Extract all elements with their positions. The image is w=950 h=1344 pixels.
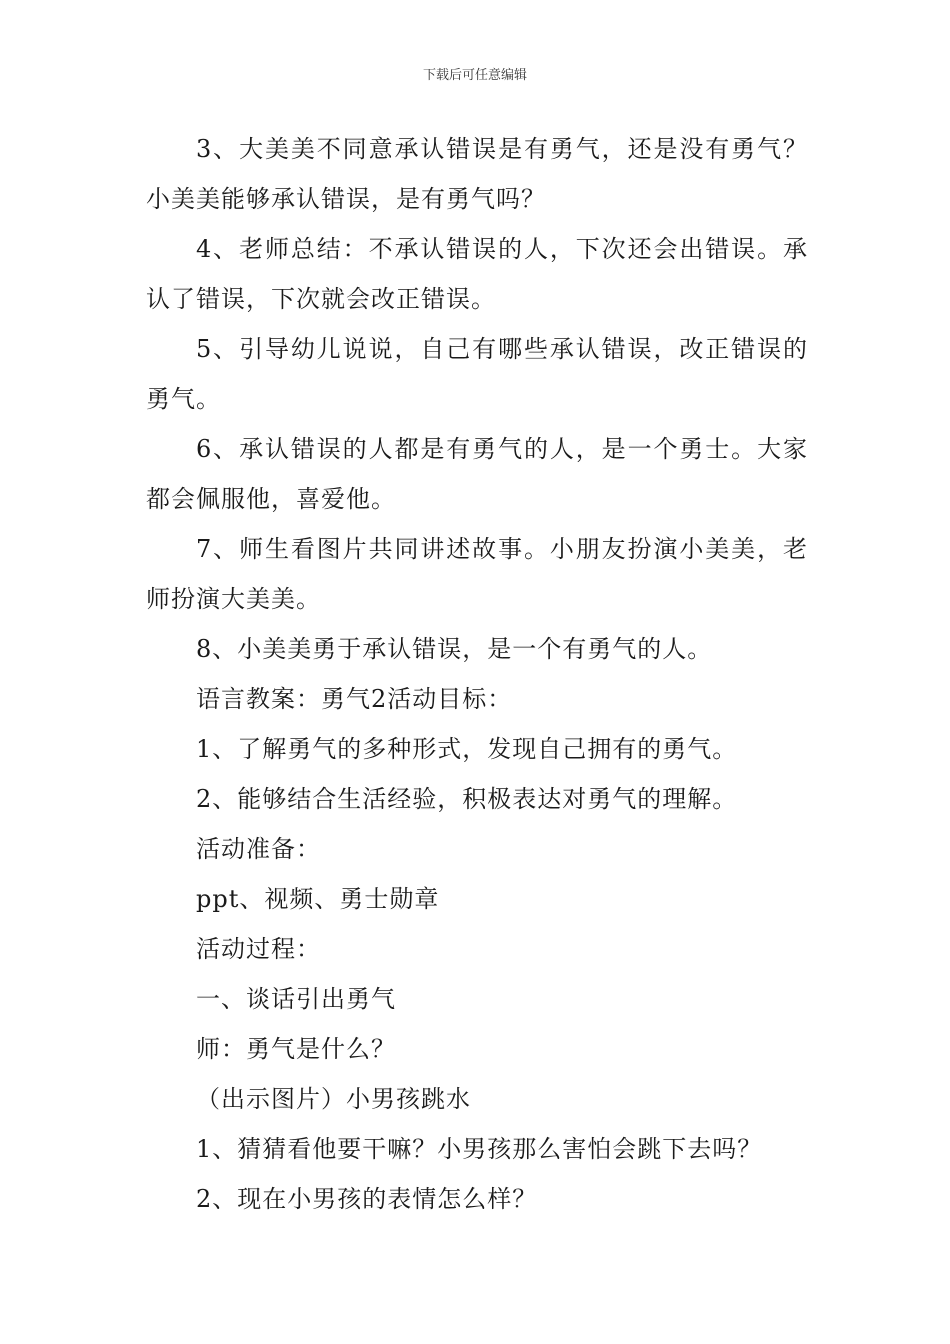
paragraph: 8、小美美勇于承认错误，是一个有勇气的人。 <box>196 635 713 663</box>
paragraph: 4、老师总结：不承认错误的人，下次还会出错误。承认了错误，下次就会改正错误。 <box>146 235 808 313</box>
paragraph: 1、猜猜看他要干嘛？小男孩那么害怕会跳下去吗？ <box>196 1135 763 1163</box>
paragraph: 师：勇气是什么？ <box>196 1035 396 1063</box>
section-heading: 活动过程： <box>196 935 321 963</box>
document-body <box>146 124 808 1224</box>
paragraph: 5、引导幼儿说说，自己有哪些承认错误，改正错误的勇气。 <box>146 335 808 413</box>
paragraph: 6、承认错误的人都是有勇气的人，是一个勇士。大家都会佩服他，喜爱他。 <box>146 435 808 513</box>
paragraph: 2、能够结合生活经验，积极表达对勇气的理解。 <box>196 785 738 813</box>
section-heading: 活动准备： <box>196 835 321 863</box>
paragraph: 语言教案：勇气2活动目标： <box>196 685 513 713</box>
paragraph: 2、现在小男孩的表情怎么样？ <box>196 1185 538 1213</box>
paragraph: （出示图片）小男孩跳水 <box>196 1085 471 1113</box>
paragraph: 7、师生看图片共同讲述故事。小朋友扮演小美美，老师扮演大美美。 <box>146 535 808 613</box>
page-header: 下载后可任意编辑 <box>422 68 527 83</box>
paragraph: 3、大美美不同意承认错误是有勇气，还是没有勇气？小美美能够承认错误，是有勇气吗？ <box>146 135 808 213</box>
paragraph: ppt、视频、勇士勋章 <box>196 885 440 913</box>
paragraph: 一、谈话引出勇气 <box>196 985 396 1013</box>
paragraph: 1、了解勇气的多种形式，发现自己拥有的勇气。 <box>196 735 738 763</box>
